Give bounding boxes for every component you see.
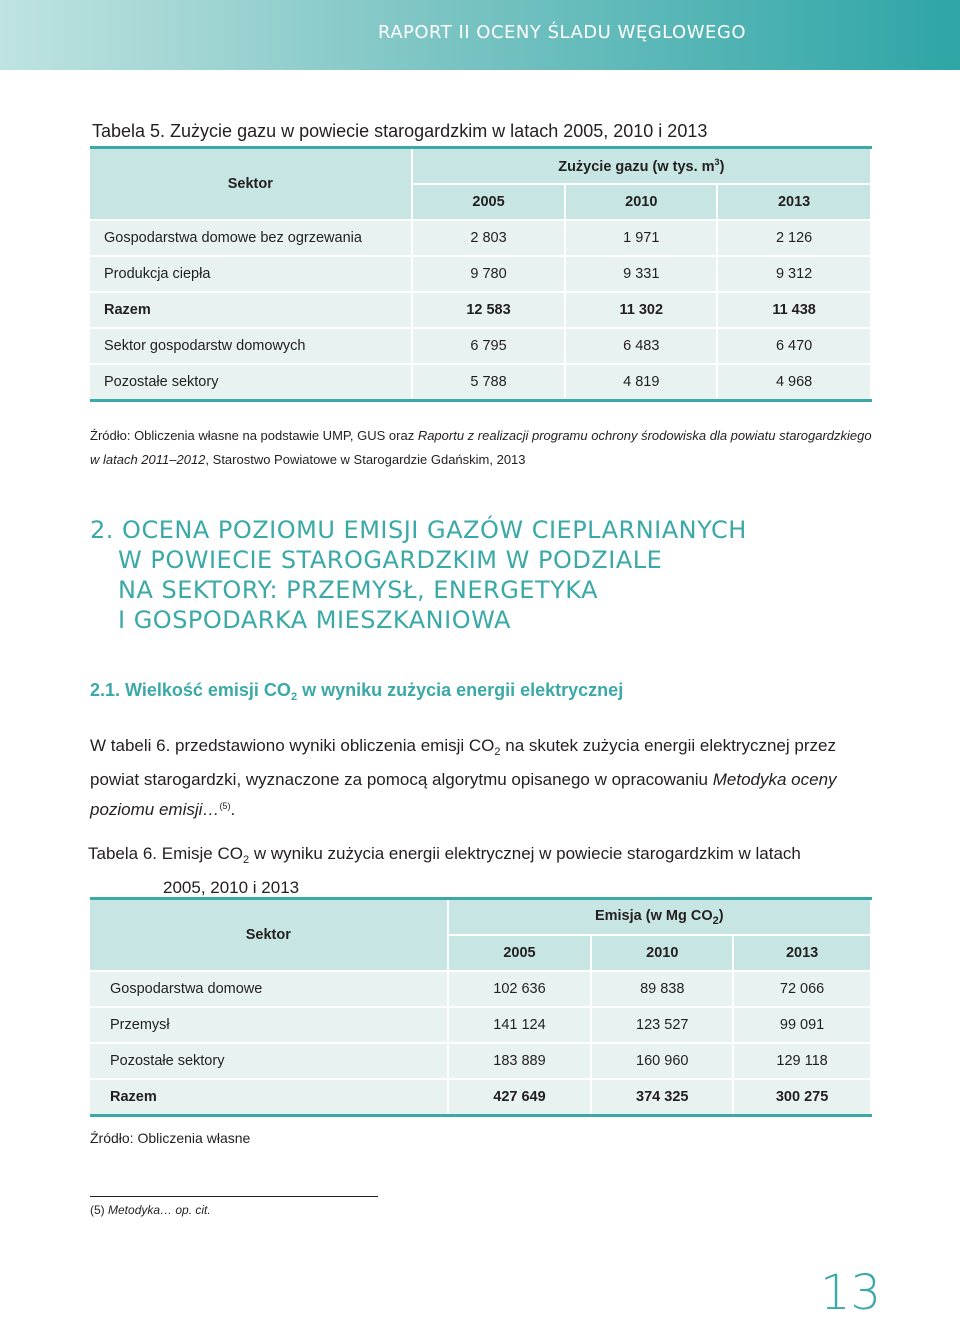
row-label: Razem (90, 1079, 448, 1116)
cell-2013: 99 091 (733, 1007, 871, 1043)
row-label: Przemysł (90, 1007, 448, 1043)
cell-2010: 1 971 (565, 220, 717, 256)
row-label: Pozostałe sektory (90, 364, 412, 401)
table6-header-year: 2005 (448, 935, 592, 971)
table6-header-year: 2010 (591, 935, 733, 971)
row-label: Sektor gospodarstw domowych (90, 328, 412, 364)
cell-2010: 4 819 (565, 364, 717, 401)
header-title: RAPORT II OCENY ŚLADU WĘGLOWEGO (377, 22, 746, 43)
table6-source: Źródło: Obliczenia własne (90, 1130, 251, 1146)
row-label: Produkcja ciepła (90, 256, 412, 292)
table5-header-sector: Sektor (90, 148, 412, 221)
cell-2013: 4 968 (717, 364, 871, 401)
cell-2005: 6 795 (412, 328, 566, 364)
cell-2013: 6 470 (717, 328, 871, 364)
cell-2010: 89 838 (591, 971, 733, 1007)
table-row (90, 292, 871, 328)
table5-header-year: 2013 (717, 184, 871, 220)
cell-2010: 123 527 (591, 1007, 733, 1043)
table6-header-year: 2013 (733, 935, 871, 971)
cell-2010: 11 302 (565, 292, 717, 328)
cell-2005: 183 889 (448, 1043, 592, 1079)
cell-2005: 141 124 (448, 1007, 592, 1043)
cell-2010: 6 483 (565, 328, 717, 364)
table5 (90, 146, 872, 402)
footnote: (5) Metodyka… op. cit. (90, 1203, 211, 1217)
header-bar (0, 0, 960, 70)
table-row (90, 1007, 871, 1043)
cell-2013: 72 066 (733, 971, 871, 1007)
table-row (90, 1043, 871, 1079)
table-row (90, 1079, 871, 1116)
row-label: Gospodarstwa domowe bez ogrzewania (90, 220, 412, 256)
table-row (90, 364, 871, 401)
cell-2013: 9 312 (717, 256, 871, 292)
cell-2013: 300 275 (733, 1079, 871, 1116)
cell-2005: 2 803 (412, 220, 566, 256)
row-label: Gospodarstwa domowe (90, 971, 448, 1007)
table-row (90, 256, 871, 292)
row-label: Pozostałe sektory (90, 1043, 448, 1079)
section-2-heading: 2. OCENA POZIOMU EMISJI GAZÓW CIEPLARNIANYCH W POWIECIE STAROGARDZKIM W PODZIALE NA SEKTORY: PRZEMYSŁ, ENERGETYKA I GOSPODARKA MIESZKANIOWA (90, 516, 747, 634)
cell-2010: 374 325 (591, 1079, 733, 1116)
cell-2005: 427 649 (448, 1079, 592, 1116)
cell-2013: 2 126 (717, 220, 871, 256)
section-2-1-heading: 2.1. Wielkość emisji $CO_2$ w wyniku zużycia energii elektrycznej (90, 680, 624, 703)
table6 (90, 897, 872, 1117)
table6-caption: Tabela 6. Emisje $CO_2$ w wyniku zużycia energii elektrycznej w powiecie starogardzkim w latach 2005, 2010 i 2013 (88, 844, 801, 897)
cell-2010: 160 960 (591, 1043, 733, 1079)
cell-2005: 102 636 (448, 971, 592, 1007)
table5-header-group: Zużycie gazu (w tys. $m^3$) (412, 148, 871, 185)
table5-header-year: 2005 (412, 184, 566, 220)
table-row (90, 971, 871, 1007)
table-row (90, 220, 871, 256)
table-row (90, 328, 871, 364)
cell-2005: 12 583 (412, 292, 566, 328)
table5-source: Źródło: Obliczenia własne na podstawie UMP, GUS oraz Raportu z realizacji programu ochrony środowiska dla powiatu starogardzkiego w latach 2011–2012, Starostwo Powiatowe w Starogardzie Gdańskim, 2013 (90, 428, 872, 467)
table5-caption: Tabela 5. Zużycie gazu w powiecie starogardzkim w latach 2005, 2010 i 2013 (92, 121, 708, 141)
body-paragraph: W tabeli 6. przedstawiono wyniki obliczenia emisji $CO_2$ na skutek zużycia energii elektrycznej przez powiat starogardzki, wyznaczone za pomocą algorytmu opisanego w opracowaniu Metodyka oceny poziomu emisji…$^{(5)}$. (90, 736, 837, 819)
cell-2013: 11 438 (717, 292, 871, 328)
table5-header-year: 2010 (565, 184, 717, 220)
page-number: 13 (820, 1265, 882, 1321)
cell-2005: 5 788 (412, 364, 566, 401)
table6-header-sector: Sektor (90, 899, 448, 972)
cell-2013: 129 118 (733, 1043, 871, 1079)
cell-2010: 9 331 (565, 256, 717, 292)
footnote-divider (90, 1196, 378, 1197)
table6-header-group: Emisja (w Mg $CO_2$) (448, 899, 871, 936)
row-label: Razem (90, 292, 412, 328)
cell-2005: 9 780 (412, 256, 566, 292)
